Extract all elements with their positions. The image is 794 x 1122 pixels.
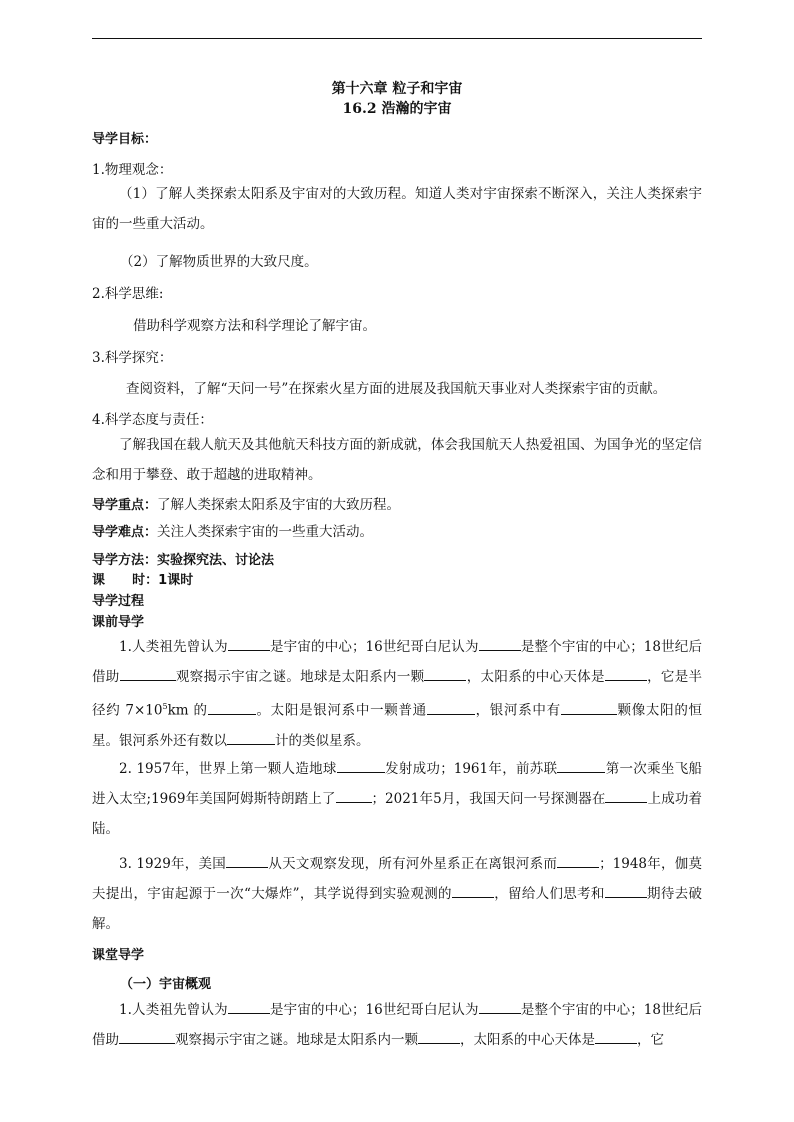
- difficult-point-label: 导学难点：: [92, 525, 158, 540]
- text-segment: 1.人类祖先曾认为: [119, 1002, 228, 1018]
- fill-blank[interactable]: [605, 788, 647, 803]
- text-segment: 上成功着陆。: [92, 791, 702, 837]
- fill-blank[interactable]: [424, 666, 466, 681]
- fill-blank[interactable]: [120, 666, 176, 681]
- fill-blank[interactable]: [557, 853, 599, 868]
- inclass-heading: 课堂导学: [92, 948, 145, 963]
- fill-blank[interactable]: [561, 700, 617, 715]
- fill-blank[interactable]: [427, 700, 475, 715]
- objective-2-paragraph: 借助科学观察方法和科学理论了解宇宙。: [133, 318, 376, 334]
- fill-blank[interactable]: [208, 700, 256, 715]
- text-segment: 颗像太阳的恒星。银河系外还有数以: [92, 702, 703, 749]
- objective-4-title: 4.科学态度与责任：: [92, 412, 213, 428]
- objective-4-paragraph: 了解我国在载人航天及其他航天科技方面的新成就，体会我国航天人热爱祖国、为国争光的坚定信念和用于攀登、敢于超越的进取精神。: [92, 437, 702, 483]
- fill-blank[interactable]: [595, 1029, 637, 1044]
- text-segment: 发射成功；1961年，前苏联: [384, 761, 558, 777]
- text-segment: 观察揭示宇宙之谜。地球是太阳系内一颗: [175, 669, 425, 685]
- fill-blank[interactable]: [228, 999, 270, 1014]
- superscript: 5: [162, 702, 168, 711]
- key-point-text: 了解人类探索太阳系及宇宙的大致历程。: [157, 497, 401, 513]
- text-segment: 是整个宇宙的中心；18世纪后借助: [92, 639, 702, 685]
- fill-blank[interactable]: [228, 636, 270, 651]
- fill-blank[interactable]: [452, 883, 494, 898]
- text-segment: ，留给人们思考和: [493, 886, 605, 902]
- text-segment: ；2021年5月，我国天问一号探测器在: [371, 791, 606, 807]
- text-segment: 期待去破解。: [92, 886, 703, 932]
- fill-blank[interactable]: [119, 1029, 175, 1044]
- fill-blank[interactable]: [227, 730, 275, 745]
- fill-blank[interactable]: [337, 758, 385, 773]
- text-segment: 3. 1929年，美国: [119, 856, 227, 872]
- text-segment: ；1948年，伽莫夫提出，宇宙起源于一次“大爆炸”，其学说得到实验观测的: [92, 856, 703, 902]
- fill-blank[interactable]: [557, 758, 605, 773]
- period-line: 课 时：1课时: [92, 573, 194, 588]
- text-segment: 是宇宙的中心；16世纪哥白尼认为: [269, 639, 479, 655]
- text-segment: 计的类似星系。: [275, 732, 370, 749]
- text-segment: 。太阳是银河系中一颗普通: [255, 702, 427, 719]
- fill-blank[interactable]: [479, 999, 521, 1014]
- fill-blank[interactable]: [226, 853, 268, 868]
- header-rule: [92, 38, 702, 39]
- objective-1-paragraph-2: （2）了解物质世界的大致尺度。: [120, 254, 318, 270]
- objective-3-title: 3.科学探究：: [92, 350, 173, 366]
- text-segment: 1.人类祖先曾认为: [119, 639, 228, 655]
- text-segment: ，它: [637, 1032, 664, 1048]
- preclass-question-2: [92, 754, 702, 844]
- section-title: 16.2 浩瀚的宇宙: [342, 101, 452, 117]
- difficult-point: [92, 520, 373, 540]
- method-line: 导学方法：实验探究法、讨论法: [92, 553, 275, 568]
- text-segment: ，太阳系的中心天体是: [466, 669, 605, 685]
- text-segment: 观察揭示宇宙之谜。地球是太阳系内一颗: [175, 1032, 418, 1048]
- text-segment: ，太阳系的中心天体是: [460, 1032, 595, 1048]
- fill-blank[interactable]: [605, 666, 647, 681]
- fill-blank[interactable]: [479, 636, 521, 651]
- objective-1-paragraph-1: （1）了解人类探索太阳系及宇宙对的大致历程。知道人类对宇宙探索不断深入，关注人类探索宇宙的一些重大活动。: [92, 186, 702, 232]
- preclass-question-1: [92, 632, 702, 756]
- key-point: [92, 493, 400, 513]
- objective-1-title: 1.物理观念：: [92, 162, 173, 178]
- preclass-heading: 课前导学: [92, 615, 145, 630]
- text-segment: 从天文观察发现，所有河外星系正在离银河系而: [268, 856, 558, 872]
- preclass-question-3: [92, 849, 702, 939]
- process-heading: 导学过程: [92, 594, 145, 609]
- text-segment: km 的: [167, 702, 208, 719]
- objectives-heading: 导学目标：: [92, 132, 158, 147]
- objective-3-paragraph: 查阅资料，了解“天问一号”在探索火星方面的进展及我国航天事业对人类探索宇宙的贡献。: [126, 381, 667, 397]
- inclass-question-1: [92, 995, 702, 1055]
- inclass-subheading: （一）宇宙概观: [120, 977, 212, 992]
- text-segment: ，它是半径约 7×10: [92, 669, 703, 719]
- objective-2-title: 2.科学思维:: [92, 286, 164, 302]
- text-segment: ，银河系中有: [474, 702, 561, 719]
- text-segment: 是宇宙的中心；16世纪哥白尼认为: [269, 1002, 479, 1018]
- fill-blank[interactable]: [336, 788, 372, 803]
- text-segment: 2. 1957年，世界上第一颗人造地球: [119, 761, 337, 777]
- fill-blank[interactable]: [605, 883, 647, 898]
- chapter-title: 第十六章 粒子和宇宙: [331, 81, 463, 97]
- text-segment: 第一次乘坐飞船进入太空;1969年美国阿姆斯特朗踏上了: [92, 761, 703, 807]
- fill-blank[interactable]: [418, 1029, 460, 1044]
- difficult-point-text: 关注人类探索宇宙的一些重大活动。: [157, 524, 374, 540]
- key-point-label: 导学重点：: [92, 498, 158, 513]
- text-segment: 是整个宇宙的中心；18世纪后借助: [92, 1002, 702, 1048]
